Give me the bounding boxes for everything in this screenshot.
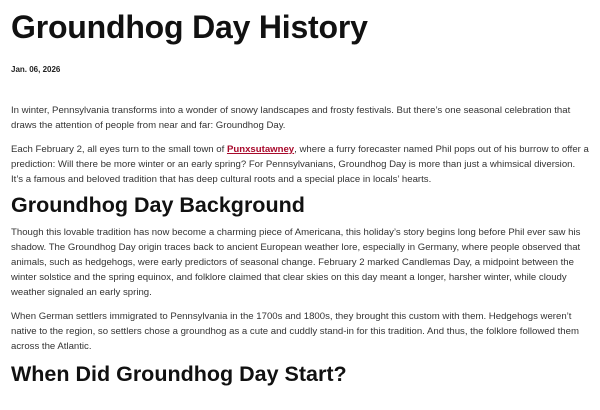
background-paragraph-2: When German settlers immigrated to Pennsylvania in the 1700s and 1800s, they brought this custom with them. Hedgehogs weren’t native to the region, so settlers chose a groundhog as a cute and cuddly stand-in for this tradition. And thus, the folklore followed them across the Atlantic. <box>11 311 579 352</box>
punxsutawney-link[interactable]: Punxsutawney <box>226 144 295 155</box>
intro-paragraph-2 <box>11 142 589 187</box>
start-heading: When Did Groundhog Day Start? <box>11 362 347 386</box>
background-paragraph-1: Though this lovable tradition has now become a charming piece of Americana, this holiday’s story begins long before Phil ever saw his shadow. The Groundhog Day origin traces back to ancient European weather lore, especially in Germany, where people observed that animals, such as hedgehogs, were early predictors of seasonal change. February 2 marked Candlemas Day, a midpoint between the winter solstice and the spring equinox, and folklore claimed that clear skies on this day meant a longer, harsher winter, while cloudy weather signaled an early spring. <box>11 227 581 298</box>
page-title: Groundhog Day History <box>11 9 368 45</box>
intro-paragraph-1: In winter, Pennsylvania transforms into a wonder of snowy landscapes and frosty festivals. But there’s one seasonal celebration that draws the attention of people from near and far: Groundhog Day. <box>11 105 571 131</box>
intro-paragraph-2-start: Each February 2, all eyes turn to the small town of <box>11 144 227 155</box>
background-heading: Groundhog Day Background <box>11 193 305 217</box>
publish-date: Jan. 06, 2026 <box>11 65 61 74</box>
intro-paragraph-2-end: , where a furry forecaster named Phil pops out of his burrow to offer a prediction: Will there be more winter or an early spring? For Pennsylvanians, Groundhog Day is more than just a whimsical diversion. It’s a famous and beloved tradition that has deep cultural roots and a special place in locals’ hearts. <box>11 144 589 185</box>
